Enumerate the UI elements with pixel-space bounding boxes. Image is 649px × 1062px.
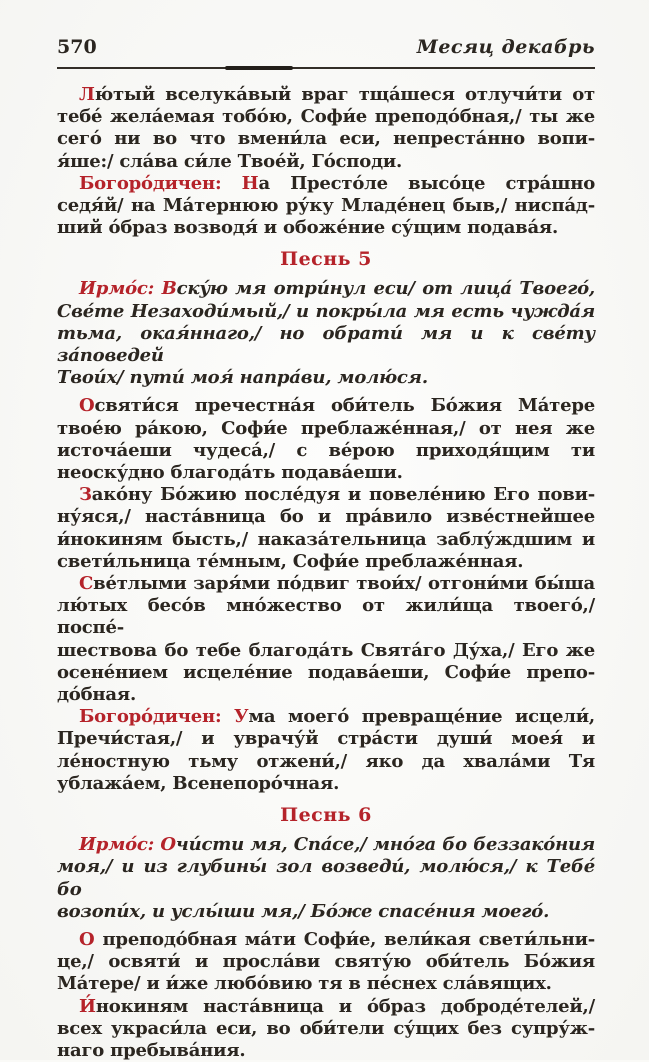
irmos-paragraph	[57, 278, 595, 389]
text-segment: источа́еши чудеса́,/ с ве́рою приходя́щим ти	[57, 439, 595, 461]
text-line	[57, 195, 595, 217]
text-line	[57, 367, 595, 389]
text-segment: ако́ну Бо́жию после́дуя и повеле́нию Его пови-	[91, 484, 595, 506]
text-segment: возопи́х, и услы́ши мя,/ Бо́же спасе́ния моего́.	[57, 900, 550, 922]
text-segment: ма моего́ превраще́ние исцели́,	[248, 706, 595, 728]
text-line	[57, 173, 595, 195]
text-segment: я́ше:/ сла́ва си́ле Твое́й, Го́споди.	[57, 150, 403, 172]
text-line	[57, 278, 595, 300]
text-line	[57, 573, 595, 595]
text-segment: шествова бо тебе благода́ть Свята́го Ду́ха,/ Его же	[57, 639, 595, 661]
text-line	[57, 640, 595, 662]
text-segment: Све́те Незаходи́мый,/ и покры́ла мя есть чужда́я	[57, 300, 595, 322]
paragraph-label: Ирмо́с:	[79, 834, 155, 856]
text-line	[57, 301, 595, 323]
text-segment: Пречи́стая,/ и уврачу́й стра́сти души́ моея́ и	[57, 728, 595, 750]
drop-cap-letter: О	[79, 928, 95, 950]
song-heading: Песнь 6	[280, 804, 372, 827]
text-segment: Твои́х/ пути́ моя́ напра́ви, молю́ся.	[57, 367, 428, 389]
page-header	[57, 36, 595, 59]
ink-blot	[225, 66, 293, 70]
text-line	[57, 834, 595, 856]
text-line	[57, 151, 595, 173]
text-segment: моя,/ и из глубины́ зол возведи́, молю́ся,/ к Тебе́ бо	[57, 856, 595, 900]
text-segment: тьма, окая́ннаго,/ но обрати́ мя и к све́ту за́поведей	[57, 322, 595, 367]
text-segment: Ма́тере/ и и́же любо́вию тя в пе́снех сла́вящих.	[57, 973, 552, 995]
text-line	[57, 506, 595, 528]
text-segment: ску́ю мя отри́нул еси/ от лица́ Твоего́,	[176, 278, 595, 300]
text-segment: ю́тый вселука́вый враг тща́шеся отлучи́ти от	[94, 84, 595, 105]
troparion-paragraph	[57, 996, 595, 1062]
troparion-paragraph	[57, 395, 595, 484]
text-segment: а Престо́ле высо́це стра́шно	[258, 172, 596, 194]
drop-cap-letter: О	[154, 834, 176, 856]
text-segment: преподо́бная ма́ти Софи́е, вели́кая свети́льни-	[94, 928, 595, 950]
text-segment: чи́сти мя, Спа́се,/ мно́га бо беззако́ния	[175, 834, 596, 856]
theotokion-paragraph	[57, 173, 595, 240]
paragraph-label: Богоро́дичен:	[79, 706, 222, 728]
troparion-paragraph	[57, 84, 595, 173]
text-line	[57, 217, 595, 239]
text-segment: ле́ностную тьму отжени́,/ яко да хвала́ми Тя	[57, 750, 595, 772]
text-segment: и́нокиням бысть,/ наказа́тельница заблу́ждшим и	[57, 528, 595, 550]
text-segment: седя́й/ на Ма́тернюю ру́ку Младе́нец быв,/ ниспа́д-	[57, 195, 595, 217]
text-line	[57, 901, 595, 923]
drop-cap-letter: В	[154, 278, 177, 300]
text-segment: до́бная.	[57, 684, 137, 706]
text-line	[57, 684, 595, 706]
text-line	[57, 395, 595, 417]
text-line	[57, 856, 595, 900]
text-line	[57, 529, 595, 551]
text-segment: нокиням наста́вница и о́браз доброде́телей,/	[95, 995, 595, 1017]
drop-cap-letter: С	[79, 573, 94, 595]
text-line	[57, 84, 595, 106]
text-segment: ну́яся,/ наста́вница бо и пра́вило изве́стнейшее	[57, 506, 595, 528]
text-line	[57, 418, 595, 440]
text-segment: наго пребыва́ния.	[57, 1039, 246, 1061]
text-segment: твое́ю ра́кою, Софи́е преблаже́нная,/ от нея же	[57, 417, 595, 439]
troparion-paragraph	[57, 929, 595, 996]
text-line	[57, 462, 595, 484]
text-segment: неоску́дно благода́ть подава́еши.	[57, 462, 403, 484]
text-segment: тебе́ жела́емая тобо́ю, Софи́е преподо́бная,/ ты же	[57, 106, 595, 128]
song-heading: Песнь 5	[280, 248, 372, 271]
text-line	[57, 751, 595, 773]
text-line	[57, 728, 595, 750]
text-line	[57, 595, 595, 639]
drop-cap-letter: Л	[79, 84, 95, 105]
text-segment: лю́тых бесо́в мно́жество от жили́ща твоего́,/ поспе́-	[57, 595, 595, 639]
text-line	[57, 996, 595, 1018]
text-segment: осене́нием исцеле́ние подава́еши, Софи́е препо-	[57, 661, 595, 683]
page-number: 570	[57, 36, 97, 58]
text-segment: ший о́браз возводя́ и обоже́ние су́щим подава́я.	[57, 217, 559, 239]
troparion-paragraph	[57, 484, 595, 573]
text-line	[57, 706, 595, 728]
text-line	[57, 929, 595, 951]
text-segment: свети́льница те́мным, Софи́е преблаже́нная.	[57, 550, 524, 572]
text-line	[57, 440, 595, 462]
text-line	[57, 323, 595, 367]
drop-cap-letter: Н	[221, 172, 259, 194]
drop-cap-letter: З	[79, 484, 92, 506]
irmos-paragraph	[57, 834, 595, 923]
text-line	[57, 551, 595, 573]
header-divider-rule	[57, 67, 595, 69]
text-segment: ве́тлыми заря́ми по́двиг твои́х/ отгони́ми бы́ша	[93, 573, 595, 595]
paragraph-label: Богоро́дичен:	[79, 172, 222, 194]
text-line	[57, 973, 595, 995]
text-line	[57, 484, 595, 506]
text-line	[57, 1040, 595, 1062]
text-segment: це,/ освяти́ и просла́ви святу́ю оби́тель Бо́жия	[57, 951, 595, 973]
drop-cap-letter: У	[221, 706, 249, 728]
text-line	[57, 773, 595, 795]
text-line	[57, 662, 595, 684]
text-line	[57, 128, 595, 150]
text-line	[57, 1018, 595, 1040]
text-segment: ублажа́ем, Всенепоро́чная.	[57, 772, 340, 794]
running-title: Месяц декабрь	[416, 36, 595, 58]
drop-cap-letter: И́	[79, 995, 96, 1017]
paragraph-label: Ирмо́с:	[79, 278, 155, 300]
text-segment: сего́ ни во что вмени́ла еси, непреста́нно вопи-	[57, 128, 595, 150]
text-segment: святи́ся пречестна́я оби́тель Бо́жия Ма́тере	[94, 395, 595, 417]
text-line	[57, 106, 595, 128]
text-line	[57, 951, 595, 973]
drop-cap-letter: О	[79, 395, 95, 417]
theotokion-paragraph	[57, 706, 595, 795]
page-body	[57, 84, 595, 1062]
troparion-paragraph	[57, 573, 595, 706]
text-segment: всех украси́ла еси, во оби́тели су́щих без супру́ж-	[57, 1017, 595, 1039]
